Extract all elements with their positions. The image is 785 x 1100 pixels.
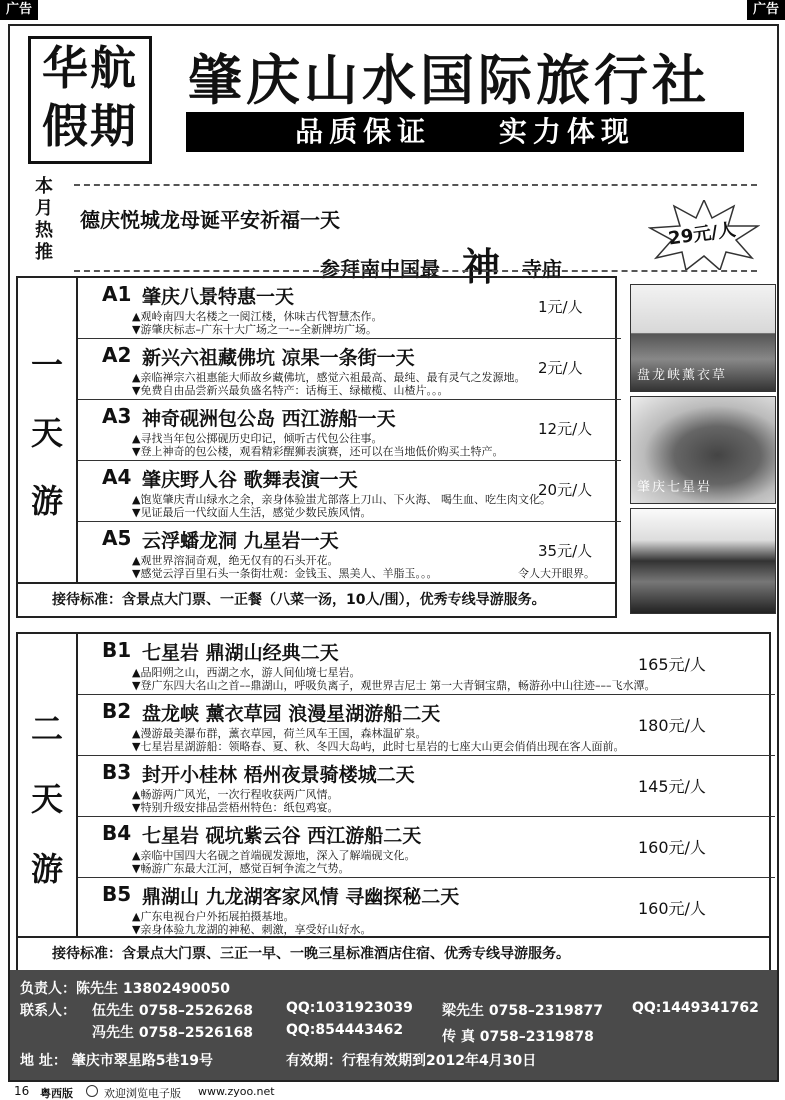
tour-code: A1 [102, 282, 132, 306]
tour-code: B1 [102, 638, 132, 662]
photo-caption: 肇庆七星岩 [637, 480, 713, 495]
tour-title: 鼎湖山 九龙湖客家风情 寻幽探秘二天 [142, 886, 460, 908]
hot-label-char: 热 [35, 220, 53, 241]
hot-price: 29元/人 [667, 219, 737, 250]
tour-item [78, 695, 775, 756]
tour-highlight: ▼七星岩星湖游船：领略春、夏、秋、冬四大岛屿，此时七星岩的七座大山更会俏俏出现在客人面前。 [132, 740, 625, 753]
validity: 有效期：行程有效期到2012年4月30日 [286, 1053, 537, 1069]
tour-highlight: ▲亲临中国四大名砚之首端砚发源地，深入了解端砚文化。 [132, 849, 416, 862]
tour-highlight: ▼见证最后一代纹面人生活，感觉少数民族风情。 [132, 506, 372, 519]
divider [74, 270, 757, 272]
contact-wu: 伍先生 0758–2526268 [92, 1003, 254, 1019]
tour-highlight: ▲亲临禅宗六祖惠能大师故乡藏佛坑，感觉六祖最高、最纯、最有灵气之发源地。 [132, 371, 526, 384]
welcome-text: 欢迎浏览电子版 [104, 1087, 181, 1100]
ad-tag-left: 广告 [0, 0, 38, 20]
tour-title: 云浮蟠龙洞 九星岩一天 [142, 530, 339, 552]
tour-item [78, 400, 621, 461]
tour-item [78, 817, 775, 878]
site-link[interactable]: www.zyoo.net [198, 1085, 275, 1098]
leader: 负责人：陈先生 13802490050 [20, 981, 231, 997]
tour-title: 神奇砚洲包公岛 西江游船一天 [142, 408, 396, 430]
tour-item [78, 878, 775, 939]
tour-highlight: ▼游肇庆标志–广东十大广场之一––全新牌坊广场。 [132, 323, 377, 336]
contact-fax: 传 真 0758–2319878 [442, 1029, 594, 1045]
tour-highlight: ▲寻找当年包公掷砚历史印记，倾听古代包公往事。 [132, 432, 383, 445]
tour-highlight: ▲观世界溶洞奇观，绝无仅有的石头开花。 [132, 554, 339, 567]
two-day-section [16, 632, 771, 972]
one-day-section [16, 276, 617, 618]
tour-highlight: ▼特别升级安排品尝梧州特色：纸包鸡宴。 [132, 801, 339, 814]
tour-highlight: ▼感觉云浮百里石头一条街壮观：金钱玉、黑美人、羊脂玉。。。 [132, 567, 438, 580]
tour-highlight: ▲品阳朔之山，西湖之水，游人间仙境七星岩。 [132, 666, 361, 679]
tour-highlight: ▲漫游最美瀑布群，薰衣草园，荷兰风车王国，森林温矿泉。 [132, 727, 427, 740]
tour-highlight: ▲观岭南四大名楼之一阅江楼，休味古代智慧杰作。 [132, 310, 383, 323]
photo-seven-star-crags [630, 396, 776, 504]
tour-price: 165元/人 [638, 655, 706, 674]
one-day-standard: 接待标准：含景点大门票、一正餐（八菜一汤，10人/围），优秀专线导游服务。 [18, 582, 615, 616]
tour-highlight: ▼登广东四大名山之首––鼎湖山，呼吸负离子，观世界吉尼士 第一大青铜宝鼎，畅游孙中山往迹–––飞水潭。 [132, 679, 656, 692]
contact-qq-1: QQ:1031923039 [286, 1000, 413, 1016]
tour-price: 1元/人 [538, 298, 583, 316]
one-day-side-label [18, 278, 78, 582]
slogan-right: 实力体现 [498, 115, 635, 148]
hot-big-char: 神 [462, 244, 501, 289]
tour-item [78, 756, 775, 817]
slogan-left: 品质保证 [295, 115, 432, 148]
side-char: 二 [30, 710, 63, 748]
logo [28, 36, 152, 164]
tour-item [78, 522, 621, 583]
contact-feng: 冯先生 0758–2526168 [92, 1025, 254, 1041]
tour-price: 160元/人 [638, 899, 706, 918]
tour-title: 七星岩 鼎湖山经典二天 [142, 642, 339, 664]
contact-qq-3: QQ:1449341762 [632, 1000, 759, 1016]
hot-line-1: 德庆悦城龙母诞平安祈福一天 [80, 208, 340, 232]
page-number: 16 [14, 1084, 30, 1098]
tour-title: 新兴六祖藏佛坑 凉果一条街一天 [142, 347, 415, 369]
tour-extra-note: 令人大开眼界。 [518, 567, 595, 580]
hot-line-2-post: 寺庙 [522, 257, 563, 281]
site-logo-icon [86, 1085, 98, 1097]
ad-tag-right: 广告 [747, 0, 785, 20]
side-char: 游 [30, 482, 63, 520]
tour-code: A2 [102, 343, 132, 367]
contact-block [10, 970, 777, 1080]
tour-highlight: ▼亲身体验九龙湖的神秘、刺激，享受好山好水。 [132, 923, 372, 936]
tour-price: 2元/人 [538, 359, 583, 377]
divider [74, 184, 757, 186]
edition: 粤西版 [40, 1087, 73, 1100]
tour-code: B3 [102, 760, 132, 784]
tour-price: 35元/人 [538, 542, 593, 560]
tour-highlight: ▼登上神奇的包公楼，观看精彩醒狮表演赛，还可以在当地低价购买土特产。 [132, 445, 504, 458]
hot-label-char: 本 [35, 176, 53, 197]
photo-lavender [630, 284, 776, 392]
photo-caption: 盘龙峡薰衣草 [637, 368, 728, 383]
advertisement-page [8, 24, 779, 1082]
tour-item [78, 278, 621, 339]
tour-item [78, 634, 775, 695]
slogan-bar [186, 112, 744, 152]
page-footer [0, 1084, 785, 1100]
two-day-standard: 接待标准：含景点大门票、三正一早、一晚三星标准酒店住宿、优秀专线导游服务。 [18, 936, 769, 970]
tour-code: A3 [102, 404, 132, 428]
tour-title: 封开小桂林 梧州夜景骑楼城二天 [142, 764, 415, 786]
photo-temple [630, 508, 776, 614]
hot-label-char: 月 [35, 198, 53, 219]
tour-highlight: ▲畅游两广风光，一次行程收获两广风情。 [132, 788, 339, 801]
contact-liang: 梁先生 0758–2319877 [442, 1003, 604, 1019]
side-char: 天 [30, 780, 63, 818]
tour-title: 肇庆八景特惠一天 [142, 286, 295, 308]
two-day-side-label [18, 634, 78, 936]
hot-label [26, 176, 62, 264]
contact-qq-2: QQ:854443462 [286, 1022, 404, 1038]
tour-highlight: ▲广东电视台户外拓展拍摄基地。 [132, 910, 295, 923]
tour-price: 145元/人 [638, 777, 706, 796]
tour-item [78, 461, 621, 522]
hot-label-char: 推 [35, 242, 53, 263]
side-char: 游 [30, 850, 63, 888]
tour-item [78, 339, 621, 400]
tour-title: 盘龙峡 薰衣草园 浪漫星湖游船二天 [142, 703, 441, 725]
address: 地 址： 肇庆市翠星路5巷19号 [20, 1053, 213, 1069]
tour-price: 20元/人 [538, 481, 593, 499]
tour-code: A5 [102, 526, 132, 550]
side-char: 天 [30, 414, 63, 452]
tour-highlight: ▲饱览肇庆青山绿水之余，亲身体验蚩尤部落上刀山、下火海、 喝生血、吃生肉文化。 [132, 493, 551, 506]
tour-code: B2 [102, 699, 132, 723]
tour-code: B5 [102, 882, 132, 906]
tour-code: A4 [102, 465, 132, 489]
hot-line-2-pre: 参拜南中国最 [320, 257, 440, 281]
contact-label: 联系人： [20, 1003, 76, 1019]
tour-price: 180元/人 [638, 716, 706, 735]
agency-name: 肇庆山水国际旅行社 [188, 49, 710, 112]
tour-title: 七星岩 砚坑紫云谷 西江游船二天 [142, 825, 422, 847]
tour-highlight: ▼免费自由品尝新兴最负盛名特产：话梅王、绿橄榄、山楂片。。。 [132, 384, 449, 397]
tour-code: B4 [102, 821, 132, 845]
tour-highlight: ▼畅游广东最大江河，感觉百轲争流之气势。 [132, 862, 350, 875]
logo-line-1: 华航 [42, 41, 138, 95]
tour-price: 12元/人 [538, 420, 593, 438]
tour-title: 肇庆野人谷 歌舞表演一天 [142, 469, 358, 491]
tour-price: 160元/人 [638, 838, 706, 857]
logo-line-2: 假期 [42, 99, 138, 153]
side-char: 一 [30, 346, 63, 384]
